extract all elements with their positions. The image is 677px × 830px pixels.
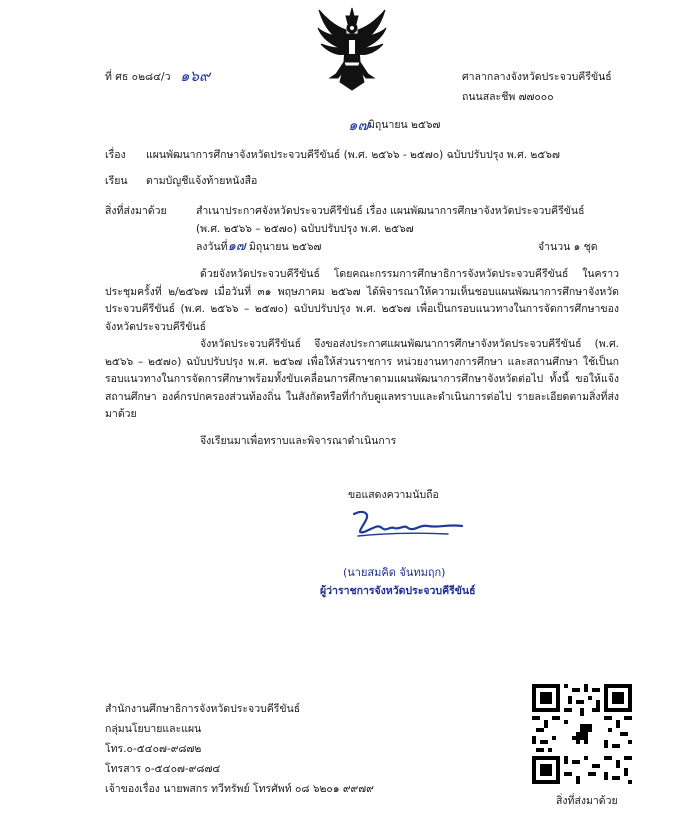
enclosure-label: สิ่งที่ส่งมาด้วย — [105, 205, 167, 217]
enclosure-date-rest: มิถุนายน ๒๕๖๗ — [248, 241, 322, 253]
date-day-handwritten: ๑๗ — [348, 116, 369, 134]
qr-caption: สิ่งที่ส่งมาด้วย — [556, 795, 618, 807]
body-paragraph-2: จังหวัดประจวบคีรีขันธ์ จึงขอส่งประกาศแผนพัฒนาการศึกษาจังหวัดประจวบคีรีขันธ์ (พ.ศ. ๒๕๖๖ – ๒๕๗๐) ฉบับปรับปรุง พ.ศ. ๒๕๖๗ เพื่อให้ส่วนราชการ หน่วยงานทางการศึกษา และสถานศึกษา ใช้เป็นกรอบแนวทางในการจัดการศึกษาพร้อมทั้งขับเคลื่อนการศึกษาตามแผนพัฒนาการศึกษาจังหวัดต่อไป ทั้งนี้ ขอให้แจ้งสถานศึกษา องค์กรปกครองส่วนท้องถิ่น ในสังกัดหรือที่กำกับดูแลทราบและดำเนินการต่อไป รายละเอียดตามสิ่งที่ส่งมาด้วย — [105, 338, 619, 420]
recipient-label: เรียน — [105, 175, 128, 187]
body-paragraph-3: จึงเรียนมาเพื่อทราบและพิจารณาดำเนินการ — [200, 435, 397, 447]
subject-text: แผนพัฒนาการศึกษาจังหวัดประจวบคีรีขันธ์ (พ.ศ. ๒๕๖๖ - ๒๕๗๐) ฉบับปรับปรุง พ.ศ. ๒๕๖๗ — [146, 149, 560, 161]
document-number-handwritten: ๑๖๙ — [180, 67, 211, 85]
document-number: ที่ ศธ ๐๒๘๔/ว — [105, 71, 171, 83]
enclosure-line2: (พ.ศ. ๒๕๖๖ – ๒๕๗๐) ฉบับปรับปรุง พ.ศ. ๒๕๖๗ — [196, 223, 414, 235]
office-address-line1: ศาลากลางจังหวัดประจวบคีรีขันธ์ — [462, 71, 612, 83]
footer-fax: โทรสาร ๐-๕๔๐๗-๙๘๗๔ — [105, 763, 221, 775]
enclosure-line3 — [196, 240, 321, 254]
handwritten-signature — [348, 506, 468, 542]
qr-code-icon[interactable] — [532, 684, 632, 784]
signatory-name: (นายสมคิด จันทมฤก) — [343, 566, 446, 579]
footer-phone: โทร.๐-๕๔๐๗-๙๘๗๒ — [105, 743, 202, 755]
enclosure-count: จำนวน ๑ ชุด — [538, 241, 598, 253]
closing-phrase: ขอแสดงความนับถือ — [348, 489, 439, 501]
footer-contact: เจ้าของเรื่อง นายพสกร ทวีทรัพย์ โทรศัพท์ ๐๘ ๖๒๐๑ ๙๙๗๙ — [105, 783, 374, 795]
footer-office: สำนักงานศึกษาธิการจังหวัดประจวบคีรีขันธ์ — [105, 703, 301, 715]
body-paragraph-1: ด้วยจังหวัดประจวบคีรีขันธ์ โดยคณะกรรมการศึกษาธิการจังหวัดประจวบคีรีขันธ์ ในคราวประชุมครั้งที่ ๒/๒๕๖๗ เมื่อวันที่ ๓๑ พฤษภาคม ๒๕๖๗ ได้พิจารณาให้ความเห็นชอบแผนพัฒนาการศึกษาจังหวัดประจวบคีรีขันธ์ (พ.ศ. ๒๕๖๖ – ๒๕๗๐) ฉบับปรับปรุง พ.ศ. ๒๕๖๗ เพื่อเป็นกรอบแนวทางในการจัดการศึกษาของจังหวัดประจวบคีรีขันธ์ — [105, 268, 619, 333]
document-date: มิถุนายน ๒๕๖๗ — [368, 119, 441, 131]
recipient-text: ตามบัญชีแจ้งท้ายหนังสือ — [146, 175, 258, 187]
enclosure-dated-prefix: ลงวันที่ — [196, 241, 228, 253]
footer-department: กลุ่มนโยบายและแผน — [105, 723, 202, 735]
subject-label: เรื่อง — [105, 149, 126, 161]
garuda-emblem-icon — [316, 6, 388, 94]
enclosure-day-handwritten: ๑๗ — [227, 239, 246, 254]
signatory-position: ผู้ว่าราชการจังหวัดประจวบคีรีขันธ์ — [320, 585, 476, 597]
enclosure-line1: สำเนาประกาศจังหวัดประจวบคีรีขันธ์ เรื่อง แผนพัฒนาการศึกษาจังหวัดประจวบคีรีขันธ์ — [196, 205, 585, 217]
office-address-line2: ถนนสละชีพ ๗๗๐๐๐ — [462, 91, 554, 103]
